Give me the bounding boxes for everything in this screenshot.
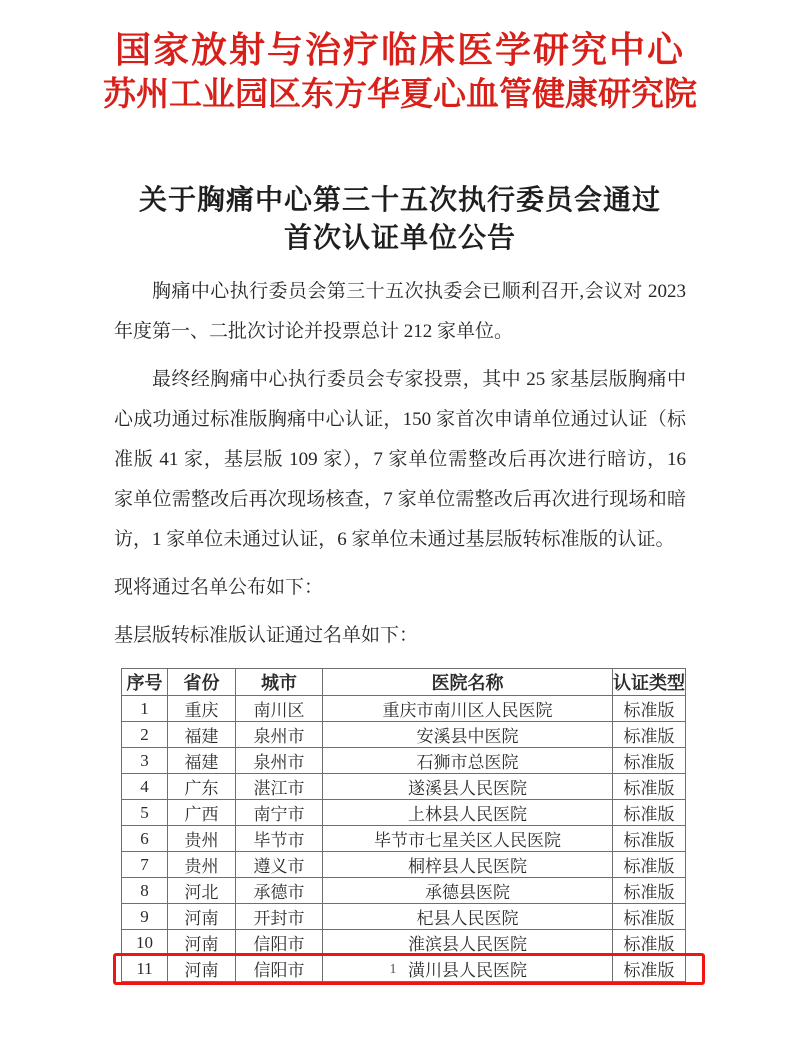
- cell-hospital-name: 桐梓县人民医院: [323, 852, 613, 878]
- cell-serial-number: 10: [122, 930, 168, 956]
- document-title-line1: 关于胸痛中心第三十五次执行委员会通过: [138, 185, 661, 216]
- org-header: [0, 0, 800, 118]
- paragraph-line: 年度第一、二批次讨论并投票总计 212 家单位。: [114, 321, 514, 342]
- publish-line: 现将通过名单公布如下：: [114, 577, 324, 598]
- paragraph-meeting-summary: [114, 272, 686, 352]
- table-row: [122, 748, 686, 774]
- cell-serial-number: 9: [122, 904, 168, 930]
- table-row: [122, 930, 686, 956]
- cell-city: 承德市: [236, 878, 323, 904]
- cell-province: 贵州: [168, 852, 236, 878]
- cell-city: 泉州市: [236, 722, 323, 748]
- cell-certification-type: 标准版: [613, 904, 686, 930]
- cell-serial-number: 8: [122, 878, 168, 904]
- org-name-line1: 国家放射与治疗临床医学研究中心: [114, 30, 685, 70]
- cell-certification-type: 标准版: [613, 878, 686, 904]
- cell-province: 福建: [168, 748, 236, 774]
- cell-province: 广东: [168, 774, 236, 800]
- table-row: [122, 774, 686, 800]
- cell-hospital-name: 毕节市七星关区人民医院: [323, 826, 613, 852]
- cell-certification-type: 标准版: [613, 748, 686, 774]
- cell-city: 湛江市: [236, 774, 323, 800]
- cell-province: 河南: [168, 930, 236, 956]
- org-name-line2: 苏州工业园区东方华夏心血管健康研究院: [103, 77, 697, 113]
- table-row: [122, 878, 686, 904]
- cell-serial-number: 3: [122, 748, 168, 774]
- table-body: [122, 696, 686, 982]
- cell-province: 河北: [168, 878, 236, 904]
- table-row: [122, 696, 686, 722]
- cell-city: 信阳市: [236, 956, 323, 982]
- table-row: [122, 852, 686, 878]
- cell-serial-number: 11: [122, 956, 168, 982]
- table-row: [122, 722, 686, 748]
- cell-province: 重庆: [168, 696, 236, 722]
- cell-serial-number: 1: [122, 696, 168, 722]
- cell-hospital-name: 遂溪县人民医院: [323, 774, 613, 800]
- document-title-line2: 首次认证单位公告: [283, 223, 516, 254]
- cell-city: 毕节市: [236, 826, 323, 852]
- column-header: 城市: [236, 669, 323, 696]
- cell-certification-type: 标准版: [613, 800, 686, 826]
- cell-city: 泉州市: [236, 748, 323, 774]
- cell-city: 开封市: [236, 904, 323, 930]
- cell-hospital-name: 杞县人民医院: [323, 904, 613, 930]
- cell-city: 遵义市: [236, 852, 323, 878]
- page-number: 1: [389, 962, 397, 977]
- paragraph-line: 访，1 家单位未通过认证，6 家单位未通过基层版转标准版的认证。: [114, 529, 675, 550]
- cell-province: 贵州: [168, 826, 236, 852]
- paragraph-vote-results: [114, 360, 686, 560]
- paragraph-line: 最终经胸痛中心执行委员会专家投票，其中 25 家基层版胸痛中: [152, 369, 686, 390]
- column-header: 序号: [122, 669, 168, 696]
- list-intro-line: 基层版转标准版认证通过名单如下：: [114, 625, 419, 646]
- cell-city: 信阳市: [236, 930, 323, 956]
- cell-hospital-name: 安溪县中医院: [323, 722, 613, 748]
- cell-certification-type: 标准版: [613, 722, 686, 748]
- paragraph-line: 胸痛中心执行委员会第三十五次执委会已顺利召开,会议对 2023: [152, 281, 686, 302]
- cell-serial-number: 5: [122, 800, 168, 826]
- cell-serial-number: 7: [122, 852, 168, 878]
- cell-hospital-name: 上林县人民医院: [323, 800, 613, 826]
- cell-certification-type: 标准版: [613, 826, 686, 852]
- column-header: 认证类型: [613, 669, 686, 696]
- cell-city: 南川区: [236, 696, 323, 722]
- cell-hospital-name: 承德县医院: [323, 878, 613, 904]
- cell-city: 南宁市: [236, 800, 323, 826]
- cell-certification-type: 标准版: [613, 956, 686, 982]
- cell-province: 河南: [168, 904, 236, 930]
- cell-serial-number: 2: [122, 722, 168, 748]
- cell-certification-type: 标准版: [613, 852, 686, 878]
- cell-province: 广西: [168, 800, 236, 826]
- cell-hospital-name: 重庆市南川区人民医院: [323, 696, 613, 722]
- document-title: [0, 182, 800, 258]
- cell-serial-number: 6: [122, 826, 168, 852]
- table-header-row: [122, 669, 686, 696]
- paragraph-line: 家单位需整改后再次现场核查，7 家单位需整改后再次进行现场和暗: [114, 489, 686, 510]
- paragraph-line: 准版 41 家，基层版 109 家），7 家单位需整改后再次进行暗访，16: [114, 449, 686, 470]
- cell-province: 河南: [168, 956, 236, 982]
- hospital-table: [121, 668, 686, 982]
- table-row: [122, 904, 686, 930]
- cell-hospital-name: 潢川县人民医院: [323, 956, 613, 982]
- column-header: 医院名称: [323, 669, 613, 696]
- cell-hospital-name: 淮滨县人民医院: [323, 930, 613, 956]
- cell-certification-type: 标准版: [613, 930, 686, 956]
- column-header: 省份: [168, 669, 236, 696]
- cell-hospital-name: 石狮市总医院: [323, 748, 613, 774]
- hospital-table-wrap: [121, 668, 685, 982]
- cell-province: 福建: [168, 722, 236, 748]
- cell-certification-type: 标准版: [613, 774, 686, 800]
- paragraph-line: 心成功通过标准版胸痛中心认证，150 家首次申请单位通过认证（标: [114, 409, 686, 430]
- document-body: [114, 272, 686, 656]
- table-row: [122, 800, 686, 826]
- table-row: [122, 826, 686, 852]
- cell-serial-number: 4: [122, 774, 168, 800]
- cell-certification-type: 标准版: [613, 696, 686, 722]
